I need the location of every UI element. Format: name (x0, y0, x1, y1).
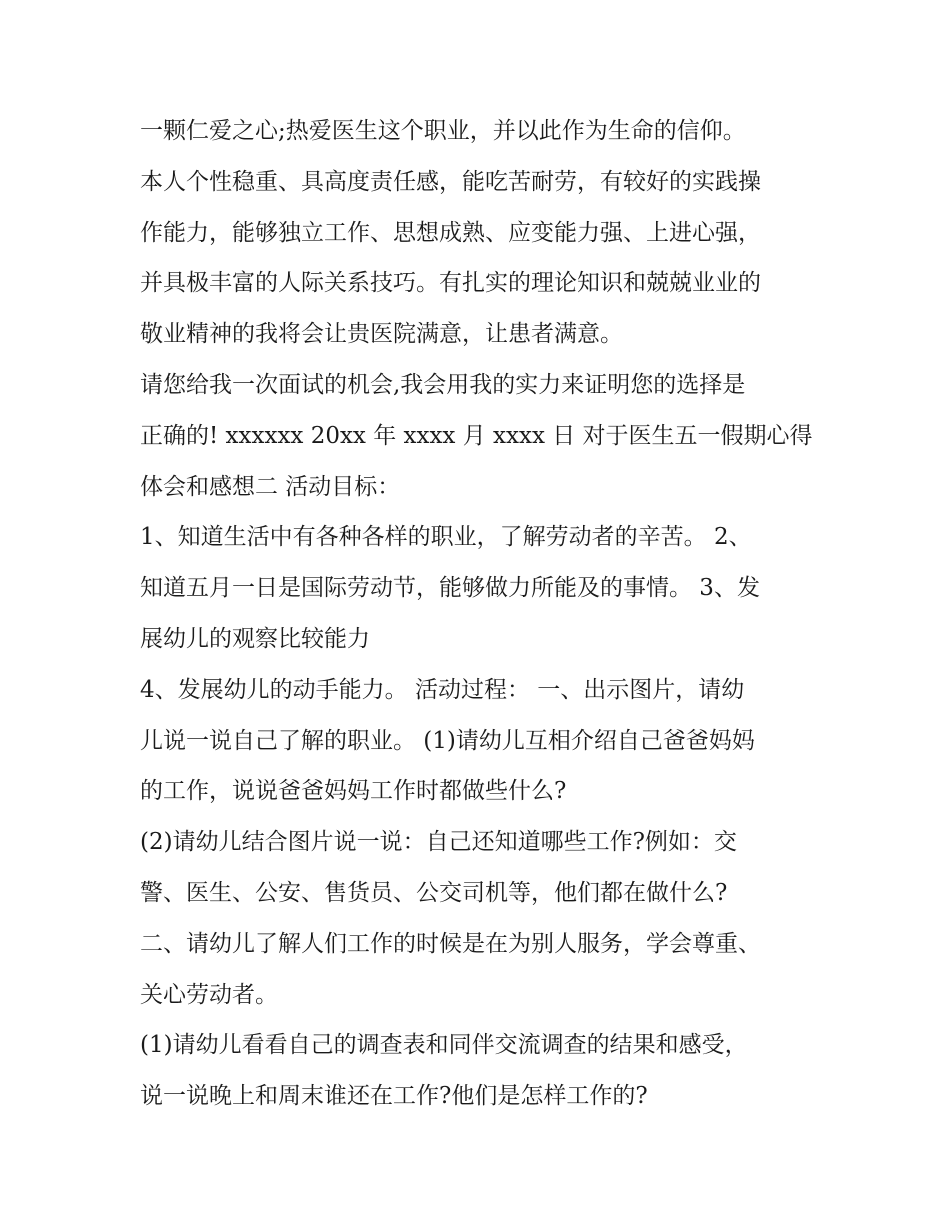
text-line: 体会和感想二 活动目标： (140, 473, 401, 500)
text-line: 作能力，能够独立工作、思想成熟、应变能力强、上进心强， (140, 219, 761, 246)
text-line: 请您给我一次面试的机会,我会用我的实力来证明您的选择是 (140, 371, 746, 398)
text-line: 警、医生、公安、售货员、公交司机等，他们都在做什么? (140, 879, 728, 906)
text-line: 二、请幼儿了解人们工作的时候是在为别人服务，学会尊重、 (140, 930, 761, 957)
text-line: 一颗仁爱之心;热爱医生这个职业，并以此作为生命的信仰。 (140, 118, 746, 144)
text-line: 敬业精神的我将会让贵医院满意，让患者满意。 (140, 321, 623, 348)
text-line: 说一说晚上和周末谁还在工作?他们是怎样工作的? (140, 1083, 648, 1110)
text-line: 正确的! xxxxxx 20xx 年 xxxx 月 xxxx 日 对于医生五一假期心得 (140, 422, 813, 449)
text-line: 儿说一说自己了解的职业。 (1)请幼儿互相介绍自己爸爸妈妈 (140, 727, 755, 754)
body-text (140, 106, 830, 1122)
text-line: 并具极丰富的人际关系技巧。有扎实的理论知识和兢兢业业的 (140, 270, 761, 297)
text-line: 的工作，说说爸爸妈妈工作时都做些什么? (140, 778, 567, 805)
text-line: (2)请幼儿结合图片说一说：自己还知道哪些工作?例如：交 (140, 829, 737, 856)
text-line: (1)请幼儿看看自己的调查表和同伴交流调查的结果和感受， (140, 1032, 748, 1059)
text-line: 知道五月一日是国际劳动节，能够做力所能及的事情。 3、发 (140, 575, 760, 602)
text-line: 本人个性稳重、具高度责任感，能吃苦耐劳，有较好的实践操 (140, 168, 761, 195)
text-line: 展幼儿的观察比较能力 (140, 625, 370, 652)
text-line: 4、发展幼儿的动手能力。 活动过程： 一、出示图片，请幼 (140, 676, 745, 703)
text-line: 1、知道生活中有各种各样的职业，了解劳动者的辛苦。 2、 (140, 524, 752, 551)
text-line: 关心劳动者。 (140, 981, 278, 1008)
